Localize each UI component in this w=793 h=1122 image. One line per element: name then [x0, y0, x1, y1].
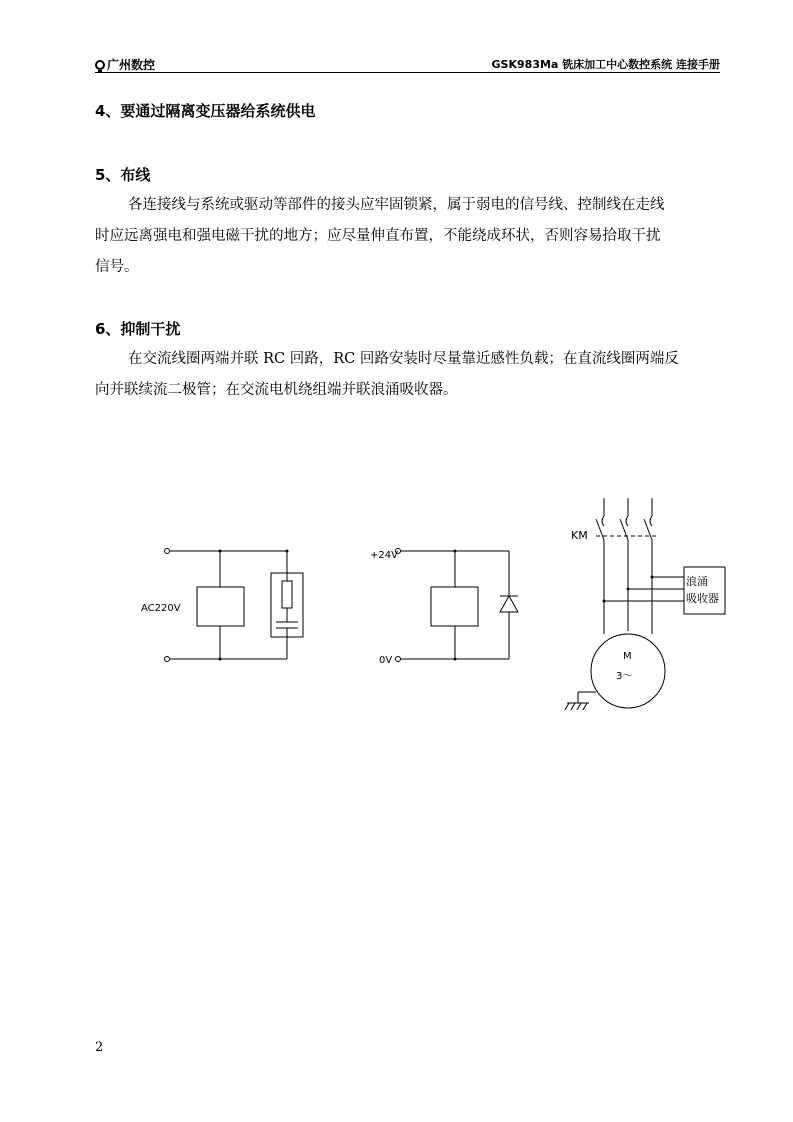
km-contact	[644, 519, 652, 540]
absorber-label-2: 吸收器	[686, 592, 719, 605]
section-6-heading: 6、抑制干扰	[95, 320, 181, 338]
motor-phase-label: 3～	[616, 671, 633, 682]
resistor	[282, 581, 292, 608]
terminal-bottom	[165, 657, 170, 662]
paragraph-line: 各连接线与系统或驱动等部件的接头应牢固锁紧，属于弱电的信号线、控制线在走线	[128, 197, 665, 213]
dc-coil	[431, 587, 478, 626]
logo-text: 广州数控	[107, 58, 156, 72]
km-contact	[620, 519, 628, 540]
paragraph-line: 向并联续流二极管；在交流电机绕组端并联浪涌吸收器。	[95, 382, 458, 398]
dc-plus-label: +24V	[370, 550, 398, 561]
paragraph-line: 时应远离强电和强电磁干扰的地方；应尽量伸直布置，不能绕成环状，否则容易拾取干扰	[95, 228, 661, 244]
ac-voltage-label: AC220V	[141, 603, 181, 614]
ac-coil	[197, 587, 244, 626]
paragraph-line: 信号。	[95, 259, 139, 275]
km-contact	[596, 519, 604, 540]
diode-icon	[500, 596, 518, 612]
absorber-label-1: 浪涌	[686, 575, 708, 588]
terminal-top	[165, 549, 170, 554]
motor-label: M	[623, 651, 632, 662]
ac-rc-diagram	[141, 549, 303, 662]
km-label: KM	[571, 529, 588, 542]
manual-title: GSK983Ma 铣床加工中心数控系统 连接手册	[491, 58, 720, 71]
paragraph-line: 在交流线圈两端并联 RC 回路，RC 回路安装时尽量靠近感性负载；在直流线圈两端反	[128, 351, 679, 367]
terminal-zero	[396, 657, 401, 662]
dc-diode-diagram	[370, 549, 518, 667]
section-5-heading: 5、布线	[95, 166, 151, 184]
dc-zero-label: 0V	[379, 655, 393, 666]
section-4-heading: 4、要通过隔离变压器给系统供电	[95, 102, 316, 120]
rc-snubber-box	[271, 573, 303, 637]
page-number: 2	[95, 1040, 104, 1055]
motor-surge-diagram	[565, 498, 725, 710]
